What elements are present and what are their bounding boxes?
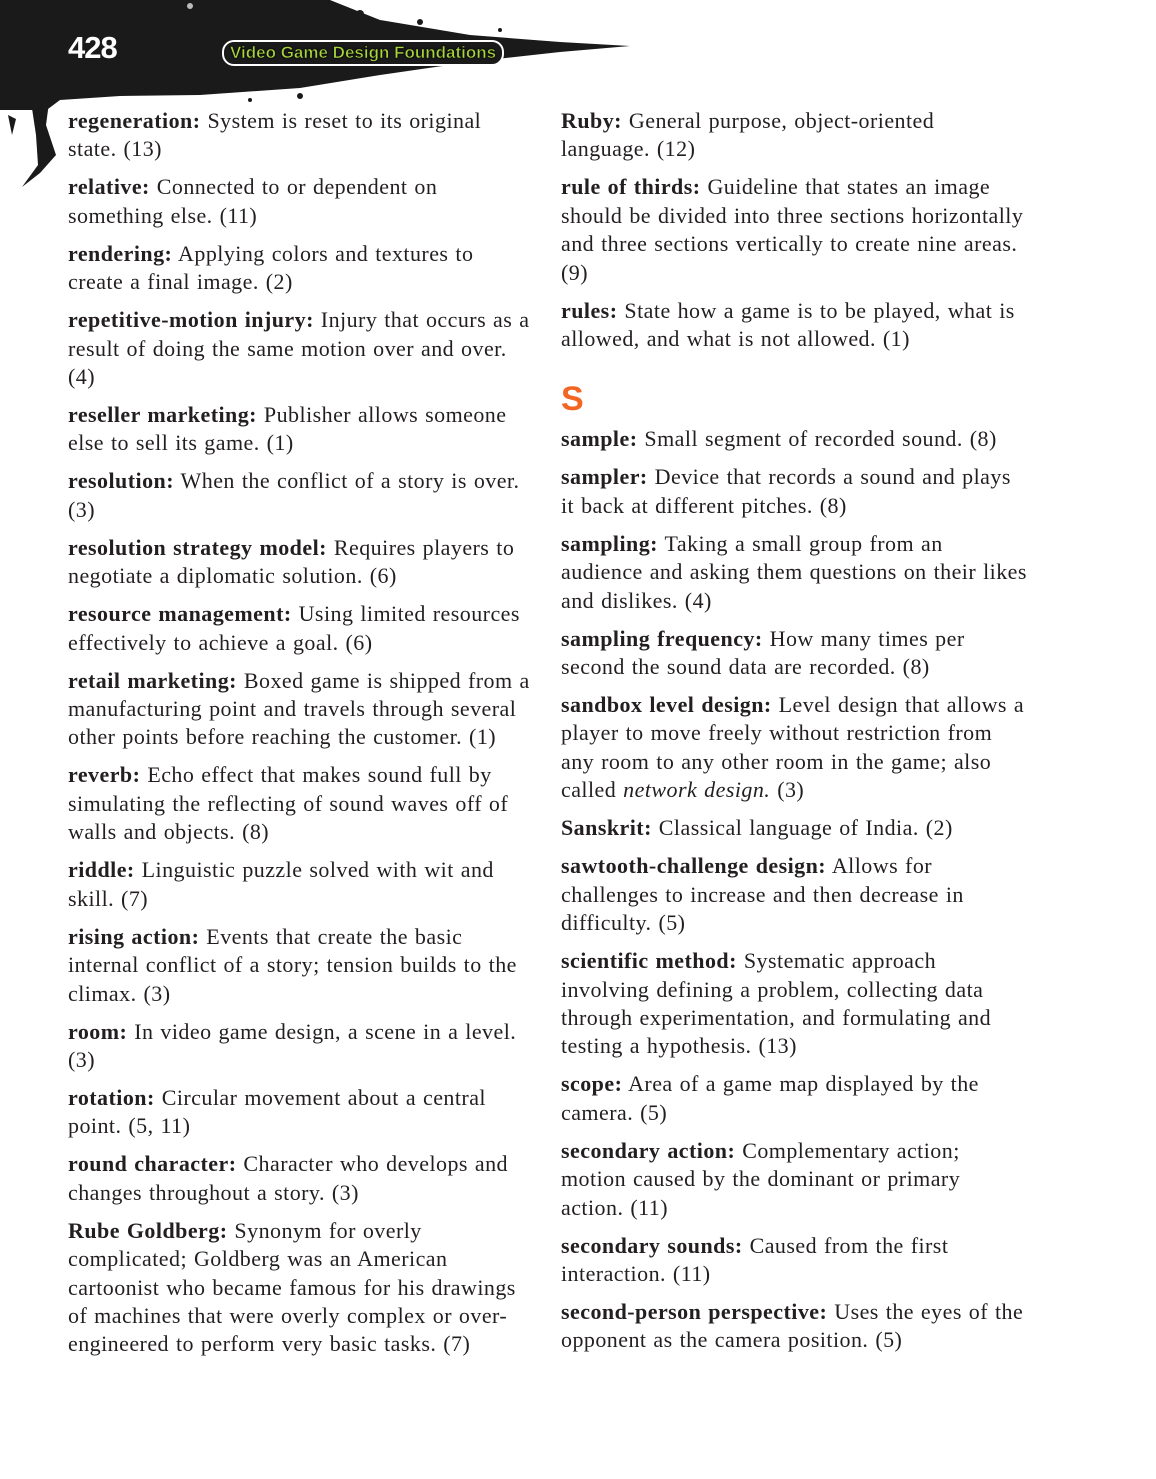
glossary-entry: [561, 463, 1027, 520]
glossary-definition: How many times per second the sound data are recorded. (8): [561, 625, 965, 680]
glossary-definition: Injury that occurs as a result of doing the same motion over and over. (4): [68, 307, 530, 390]
glossary-definition: General purpose, object-oriented language. (12): [561, 108, 935, 162]
glossary-entry: [68, 306, 534, 391]
glossary-term: sampling:: [561, 530, 658, 556]
glossary-term: relative:: [68, 174, 150, 200]
glossary-definition: Linguistic puzzle solved with wit and skill. (7): [68, 857, 494, 911]
glossary-entry: [68, 401, 534, 458]
glossary-definition: Events that create the basic internal conflict of a story; tension builds to the climax. (3): [68, 923, 517, 1006]
glossary-term: repetitive-motion injury:: [68, 307, 314, 333]
glossary-definition: Applying colors and textures to create a final image. (2): [68, 240, 474, 295]
glossary-term: sawtooth-challenge design:: [561, 853, 827, 879]
glossary-definition: (3): [770, 777, 805, 803]
glossary-entry: [68, 923, 534, 1008]
glossary-definition: Systematic approach involving defining a problem, collecting data through experimentation, and formulating and testing a hypothesis. (13): [561, 948, 992, 1059]
glossary-term: riddle:: [68, 857, 135, 883]
glossary-entry: [561, 947, 1027, 1061]
glossary-term: secondary sounds:: [561, 1232, 743, 1258]
glossary-term: rising action:: [68, 923, 200, 949]
glossary-term: resolution:: [68, 468, 174, 494]
glossary-entry: [561, 173, 1027, 287]
glossary-entry: [561, 1070, 1027, 1127]
glossary-definition: network design.: [623, 777, 771, 803]
glossary-entry: [68, 1217, 534, 1359]
glossary-term: retail marketing:: [68, 667, 237, 693]
glossary-term: room:: [68, 1018, 128, 1044]
glossary-term: resource management:: [68, 601, 292, 627]
glossary-definition: In video game design, a scene in a level. (3): [68, 1018, 517, 1072]
glossary-definition: Synonym for overly complicated; Goldberg was an American cartoonist who became famous for his drawings of machines that were overly complex or over-engineered to perform very basic tasks. (7): [68, 1217, 516, 1357]
glossary-entry: [561, 852, 1027, 937]
glossary-definition: Taking a small group from an audience and asking them questions on their likes and dislikes. (4): [561, 530, 1027, 613]
glossary-definition: Classical language of India. (2): [651, 815, 953, 841]
glossary-definition: Allows for challenges to increase and then decrease in difficulty. (5): [561, 853, 964, 936]
glossary-term: scope:: [561, 1071, 623, 1097]
left-column: [68, 107, 534, 1368]
glossary-entry: [68, 1150, 534, 1207]
glossary-entry: [561, 1298, 1027, 1355]
glossary-definition: Guideline that states an image should be divided into three sections horizontally and three sections vertically to create nine areas. (9): [561, 174, 1024, 285]
glossary-definition: Boxed game is shipped from a manufacturing point and travels through several other points before reaching the customer. (1): [68, 667, 530, 750]
glossary-entry: [68, 761, 534, 846]
glossary-term: Ruby:: [561, 108, 622, 133]
glossary-term: sampler:: [561, 464, 648, 490]
glossary-entry: [561, 530, 1027, 615]
glossary-entry: [561, 425, 1027, 453]
glossary-entry: [68, 600, 534, 657]
glossary-entry: [561, 691, 1027, 805]
glossary-definition: Uses the eyes of the opponent as the camera position. (5): [561, 1298, 1024, 1353]
glossary-term: Rube Goldberg:: [68, 1217, 228, 1243]
glossary-entry: [561, 1232, 1027, 1289]
glossary-term: sampling frequency:: [561, 625, 763, 651]
glossary-term: sandbox level design:: [561, 692, 772, 718]
glossary-entry: [561, 1137, 1027, 1222]
glossary-term: reseller marketing:: [68, 402, 257, 428]
glossary-entry: [68, 534, 534, 591]
glossary-definition: System is reset to its original state. (13): [68, 108, 482, 162]
glossary-term: secondary action:: [561, 1137, 736, 1163]
glossary-definition: Complementary action; motion caused by the dominant or primary action. (11): [561, 1137, 961, 1220]
glossary-term: resolution strategy model:: [68, 534, 327, 560]
glossary-definition: Echo effect that makes sound full by simulating the reflecting of sound waves off of walls and objects. (8): [68, 762, 509, 845]
glossary-entry: [561, 107, 1027, 164]
glossary-term: second-person perspective:: [561, 1298, 828, 1324]
glossary-entry: [68, 107, 534, 164]
glossary-definition: Device that records a sound and plays it back at different pitches. (8): [561, 464, 1011, 518]
glossary-term: regeneration:: [68, 108, 201, 133]
glossary-definition: Publisher allows someone else to sell its game. (1): [68, 402, 507, 456]
glossary-entry: [68, 667, 534, 752]
glossary-term: round character:: [68, 1151, 237, 1177]
glossary-definition: State how a game is to be played, what is allowed, and what is not allowed. (1): [561, 297, 1015, 352]
glossary-entry: [561, 625, 1027, 682]
glossary-entry: [68, 240, 534, 297]
glossary-term: rules:: [561, 297, 618, 323]
glossary-entry: [68, 467, 534, 524]
glossary-entry: [68, 1018, 534, 1075]
page-number: 428: [68, 30, 117, 65]
ink-drip-decoration: [0, 95, 70, 195]
glossary-term: reverb:: [68, 762, 141, 788]
glossary-definition: Requires players to negotiate a diplomatic solution. (6): [68, 534, 515, 589]
glossary-term: rotation:: [68, 1084, 155, 1110]
glossary-term: scientific method:: [561, 948, 737, 974]
glossary-entry: [68, 173, 534, 230]
book-title: Video Game Design Foundations: [222, 40, 504, 66]
glossary-entry: [561, 297, 1027, 354]
glossary-definition: Small segment of recorded sound. (8): [637, 426, 997, 452]
glossary-term: rule of thirds:: [561, 174, 701, 200]
right-column: [561, 107, 1027, 1364]
glossary-entry: [68, 1084, 534, 1141]
glossary-definition: Using limited resources effectively to achieve a goal. (6): [68, 601, 520, 655]
glossary-entry: [68, 856, 534, 913]
glossary-term: Sanskrit:: [561, 815, 652, 841]
glossary-definition: Level design that allows a player to move freely without restriction from any room to any other room in the game; also called: [561, 692, 1025, 803]
glossary-term: rendering:: [68, 240, 173, 266]
glossary-entry: [561, 814, 1027, 842]
glossary-definition: Caused from the first interaction. (11): [561, 1232, 949, 1286]
glossary-definition: Connected to or dependent on something else. (11): [68, 174, 438, 228]
section-letter: S: [561, 380, 585, 419]
glossary-term: sample:: [561, 426, 638, 452]
glossary-definition: Area of a game map displayed by the camera. (5): [561, 1071, 979, 1125]
glossary-definition: Circular movement about a central point. (5, 11): [68, 1084, 486, 1139]
glossary-definition: When the conflict of a story is over. (3): [68, 468, 520, 522]
glossary-definition: Character who develops and changes throughout a story. (3): [68, 1151, 508, 1205]
